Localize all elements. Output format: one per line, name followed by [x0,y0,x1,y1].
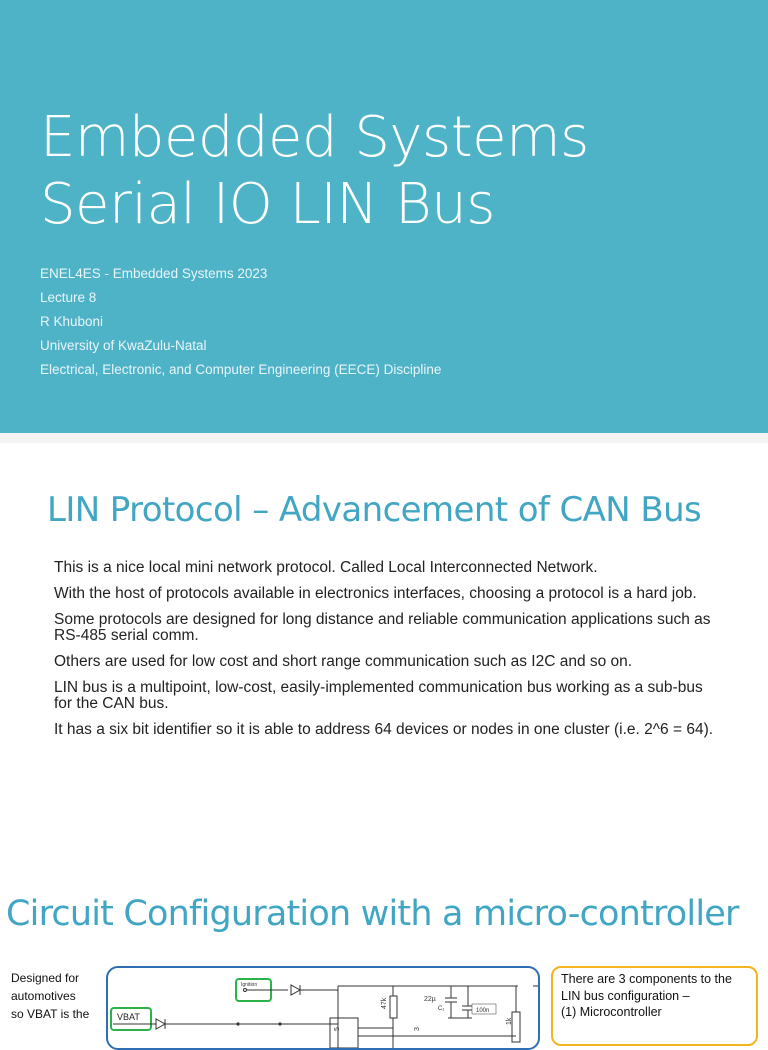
slide-separator [0,433,768,443]
left-note-line: so VBAT is the [11,1007,90,1021]
lecture-number: Lecture 8 [40,290,97,305]
resistor-icon [390,996,397,1018]
diode-icon [291,985,300,995]
title-slide [0,0,768,433]
slide-subtitle [40,262,441,382]
title-line-1: Embedded Systems [40,105,589,170]
components-note [551,966,758,1046]
paragraph: Some protocols are designed for long distance and reliable communication applications such as RS-485 serial comm. [54,611,711,644]
resistor-value: 1k [506,1017,513,1025]
components-note-line: There are 3 components to the [561,972,732,986]
components-note-line: LIN bus configuration – [561,988,690,1003]
slide2-body [54,560,724,748]
circuit-diagram [106,966,540,1050]
left-note-line: automotives [11,989,76,1003]
paragraph: LIN bus is a multipoint, low-cost, easily-implemented communication bus working as a sub-bus for the CAN bus. [54,679,703,712]
left-note [11,969,101,1023]
paragraph: With the host of protocols available in electronics interfaces, choosing a protocol is a hard job. [54,585,697,602]
components-note-line: (1) Microcontroller [561,1005,662,1019]
paragraph: Others are used for low cost and short range communication such as I2C and so on. [54,653,633,670]
diode-icon [156,1019,165,1029]
paragraph: It has a six bit identifier so it is able to address 64 devices or nodes in one cluster (i.e. 2^6 = 64). [54,721,714,738]
title-line-2: Serial IO LIN Bus [40,172,495,237]
paragraph: This is a nice local mini network protocol. Called Local Interconnected Network. [54,559,598,576]
discipline: Electrical, Electronic, and Computer Engineering (EECE) Discipline [40,362,442,377]
left-note-line: Designed for [11,971,80,985]
capacitor-value: 100n [476,1008,490,1014]
junction-dot [278,1022,281,1025]
ignition-terminal-icon [244,989,247,992]
regulator-ic-icon [330,1018,358,1048]
resistor-icon [512,1012,520,1042]
circuit-schematic [108,968,538,1048]
slide3-heading: Circuit Configuration with a micro-controller [6,894,739,934]
capacitor-value: 22µ [424,996,436,1003]
pin-label: 3 [414,1027,421,1031]
ignition-label: Ignition [241,982,258,988]
capacitor-designator: C₁ [438,1006,445,1012]
university: University of KwaZulu-Natal [40,338,207,353]
resistor-value: 47k [381,997,388,1009]
vbat-label: VBAT [117,1012,140,1022]
course-code: ENEL4ES - Embedded Systems 2023 [40,266,268,281]
junction-dot [236,1022,239,1025]
pin-label: 5 [334,1027,341,1031]
slide-title [40,104,589,238]
slide2-heading: LIN Protocol – Advancement of CAN Bus [47,490,702,530]
lecturer-name: R Khuboni [40,314,104,329]
